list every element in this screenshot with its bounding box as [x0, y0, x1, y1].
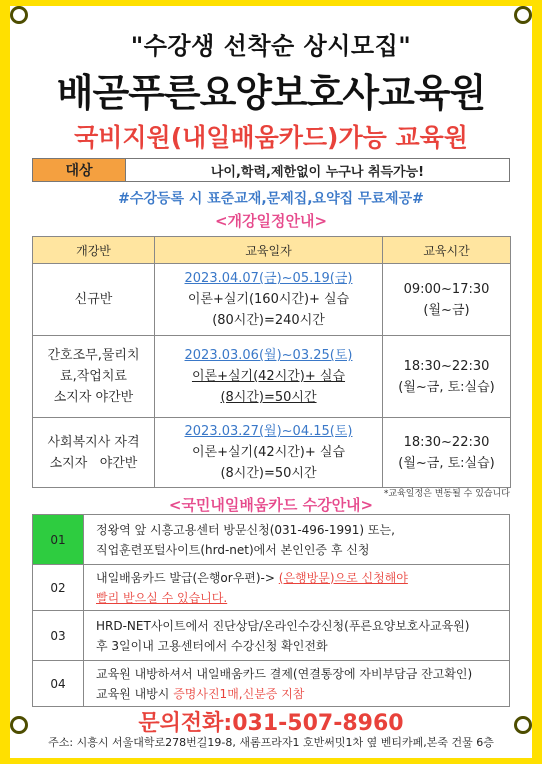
class-time: 18:30~22:30 — [403, 358, 490, 374]
table-row — [33, 418, 511, 488]
header-time: 교육시간 — [383, 237, 511, 264]
class-date-cell — [155, 264, 383, 336]
target-text: 나이,학력,제한없이 누구나 취득가능! — [210, 164, 425, 180]
class-name-line: 사회복지사 자격 — [47, 434, 140, 450]
class-days: (월~금) — [423, 302, 470, 318]
header-date: 교육일자 — [155, 237, 383, 264]
step-line: 정왕역 앞 시흥고용센터 방문신청(031-496-1991) 또는, — [96, 522, 395, 537]
class-detail: (8시간)=50시간 — [220, 390, 317, 405]
class-time: 18:30~22:30 — [403, 434, 490, 450]
subtitle: 국비지원(내일배움카드)가능 교육원 — [74, 123, 468, 152]
class-days: (월~금, 토:실습) — [398, 379, 495, 395]
step-text — [84, 515, 510, 565]
contact-phone: 문의전화:031-507-8960 — [138, 711, 404, 736]
slogan: "수강생 선착순 상시모집" — [130, 32, 412, 60]
class-detail: (80시간)=240시간 — [212, 313, 325, 328]
card-guide-title: <국민내일배움카드 수강안내> — [168, 496, 374, 514]
class-date: 2023.03.27(월)~04.15(토) — [184, 424, 353, 439]
class-name-line: 소지자 야간반 — [49, 455, 138, 471]
schedule-table — [32, 236, 511, 488]
class-date-cell — [155, 418, 383, 488]
class-name-line: 간호조무,물리치 — [47, 348, 140, 363]
class-days: (월~금, 토:실습) — [398, 455, 495, 471]
target-row — [32, 158, 510, 182]
step-text — [84, 565, 510, 611]
list-item — [33, 565, 510, 611]
class-name: 신규반 — [33, 264, 155, 336]
list-item — [33, 611, 510, 661]
class-time-cell — [383, 264, 511, 336]
step-number: 01 — [33, 515, 84, 565]
header-class: 개강반 — [33, 237, 155, 264]
schedule-title: <개강일정안내> — [214, 212, 328, 230]
step-number: 04 — [33, 661, 84, 707]
class-name-line: 료,작업치료 — [60, 369, 127, 384]
list-item — [33, 515, 510, 565]
class-detail: 이론+실기(42시간)+ 실습 — [191, 445, 346, 460]
class-detail: 이론+실기(160시간)+ 실습 — [187, 292, 350, 307]
step-number: 02 — [33, 565, 84, 611]
school-name: 배곧푸른요양보호사교육원 — [56, 71, 486, 115]
card-steps-table — [32, 514, 510, 707]
schedule-note: *교육일정은 변동될 수 있습니다 — [383, 489, 510, 499]
step-line-part: 교육원 내방시 — [96, 686, 174, 701]
list-item — [33, 661, 510, 707]
class-date: 2023.04.07(금)~05.19(금) — [184, 271, 353, 286]
step-line: HRD-NET사이트에서 진단상담/온라인수강신청(푸른요양보호사교육원) — [96, 618, 470, 633]
pin-icon — [514, 6, 532, 24]
step-line — [96, 568, 508, 588]
step-line — [96, 684, 508, 704]
target-label: 대상 — [33, 159, 126, 181]
class-time: 09:00~17:30 — [403, 281, 490, 297]
step-line: 교육원 내방하셔서 내일배움카드 결제(연결통장에 자비부담금 잔고확인) — [96, 666, 473, 681]
step-number: 03 — [33, 611, 84, 661]
class-name — [33, 418, 155, 488]
step-highlight: (은행방문)으로 신청해야 — [278, 570, 408, 585]
table-row — [33, 264, 511, 336]
step-line-part: 내일배움카드 발급(은행or우편)-> — [96, 570, 279, 585]
class-name — [33, 336, 155, 418]
class-name-line: 소지자 야간반 — [53, 390, 134, 405]
step-text — [84, 611, 510, 661]
class-date: 2023.03.06(월)~03.25(토) — [184, 348, 353, 363]
step-line: 후 3일이내 고용센터에서 수강신청 확인전화 — [96, 638, 328, 653]
step-highlight: 증명사진1매,신분증 지참 — [173, 686, 305, 701]
class-date-cell — [155, 336, 383, 418]
schedule-header-row — [33, 237, 511, 264]
pin-icon — [10, 6, 28, 24]
step-text — [84, 661, 510, 707]
step-highlight: 빨리 받으실 수 있습니다. — [96, 590, 228, 605]
class-time-cell — [383, 336, 511, 418]
address: 주소: 시흥시 서울대학로278번길19-8, 새롬프라자1 호반써밋1차 옆 벤티카페,본죽 건물 6층 — [48, 736, 494, 749]
step-line: 직업훈련포털사이트(hrd-net)에서 본인인증 후 신청 — [96, 542, 370, 557]
class-detail: (8시간)=50시간 — [220, 466, 317, 481]
table-row — [33, 336, 511, 418]
freebies-notice: #수강등록 시 표준교재,문제집,요약집 무료제공# — [118, 191, 424, 207]
class-time-cell — [383, 418, 511, 488]
class-detail: 이론+실기(42시간)+ 실습 — [191, 369, 346, 384]
